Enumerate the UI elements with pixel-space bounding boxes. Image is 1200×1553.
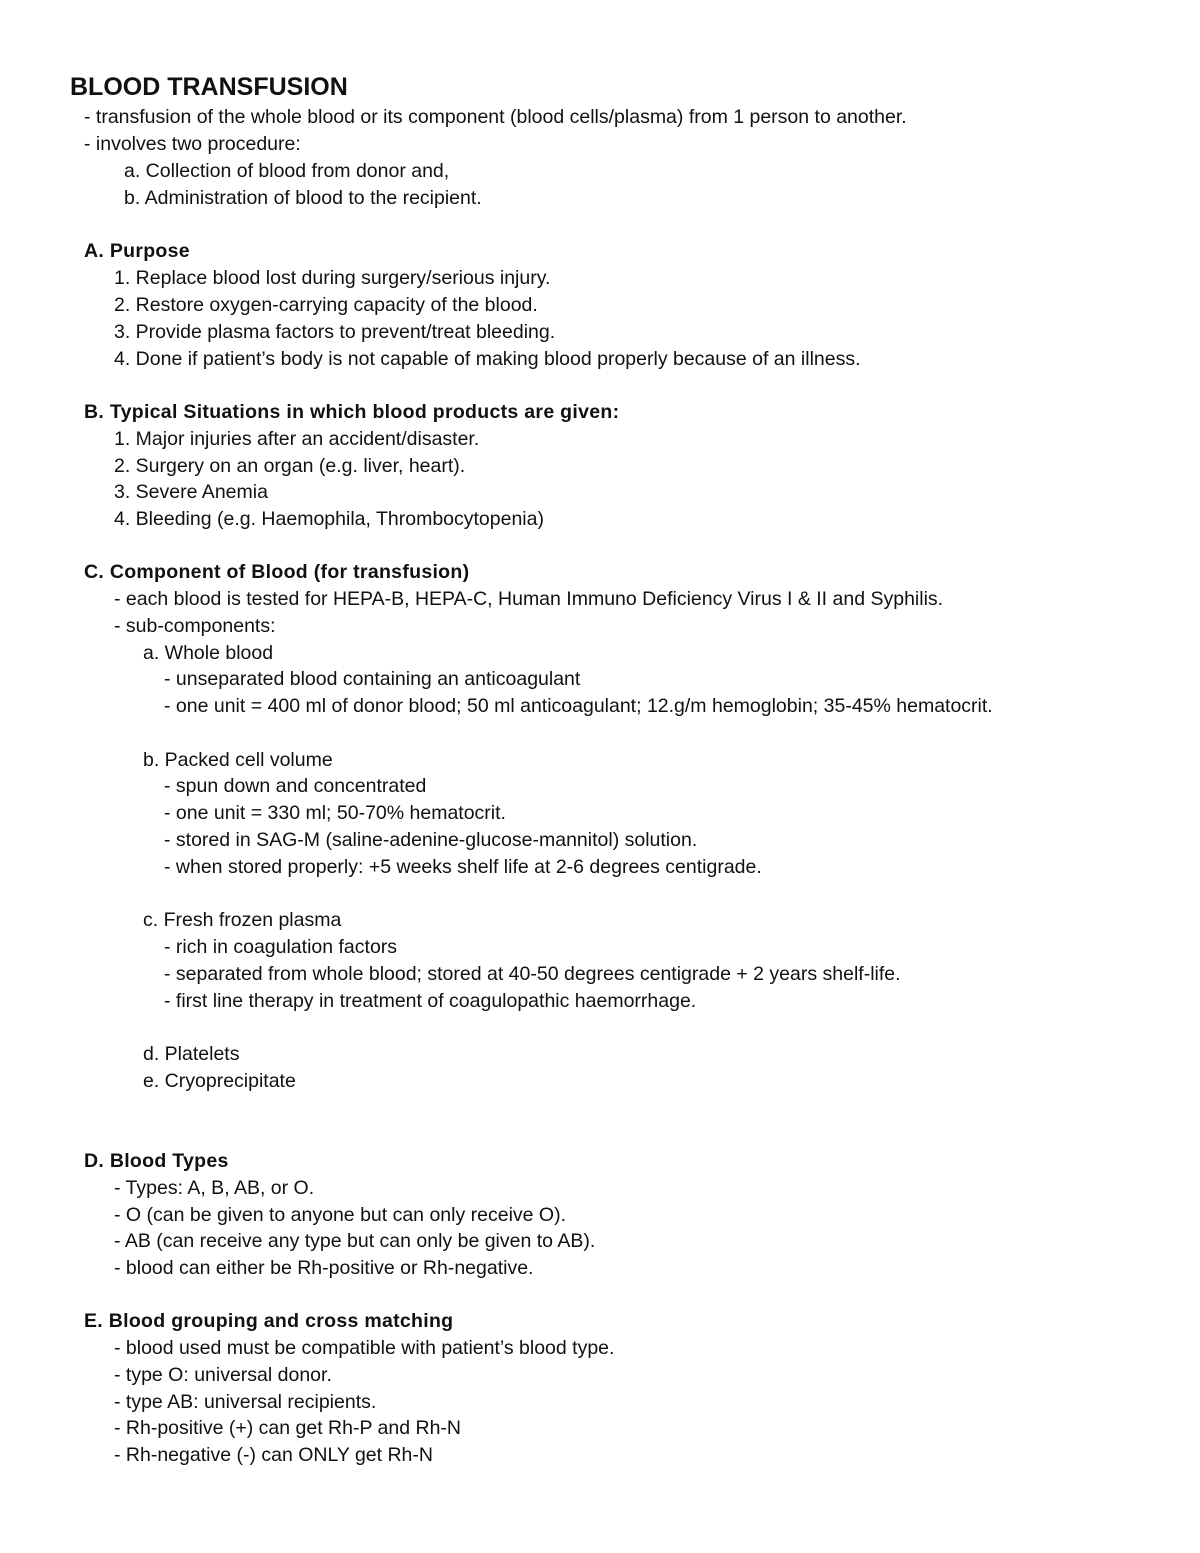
list-item: - when stored properly: +5 weeks shelf life at 2-6 degrees centigrade. [164, 856, 762, 878]
list-item: - Rh-negative (-) can ONLY get Rh-N [114, 1444, 433, 1466]
section-a-heading: A. Purpose [84, 240, 190, 262]
list-item: - one unit = 330 ml; 50-70% hematocrit. [164, 802, 506, 824]
list-item: 4. Bleeding (e.g. Haemophila, Thrombocytopenia) [114, 508, 544, 530]
list-item: - blood used must be compatible with patient’s blood type. [114, 1337, 615, 1359]
list-item: - type O: universal donor. [114, 1364, 332, 1386]
list-item: 1. Major injuries after an accident/disaster. [114, 428, 480, 450]
list-item: - rich in coagulation factors [164, 936, 398, 958]
list-item: 4. Done if patient’s body is not capable of making blood properly because of an illness. [114, 348, 861, 370]
section-d-heading: D. Blood Types [84, 1150, 229, 1172]
intro-procedure-b: b. Administration of blood to the recipient. [124, 187, 482, 209]
list-item: 2. Surgery on an organ (e.g. liver, heart). [114, 455, 466, 477]
cryoprecipitate-label: e. Cryoprecipitate [143, 1070, 296, 1092]
list-item: - one unit = 400 ml of donor blood; 50 ml anticoagulant; 12.g/m hemoglobin; 35-45% hematocrit. [164, 695, 993, 717]
section-b-heading: B. Typical Situations in which blood products are given: [84, 401, 620, 423]
document-title: BLOOD TRANSFUSION [70, 73, 348, 101]
list-item: 3. Severe Anemia [114, 481, 268, 503]
list-item: - spun down and concentrated [164, 775, 427, 797]
list-item: - stored in SAG-M (saline-adenine-glucose-mannitol) solution. [164, 829, 698, 851]
section-c-heading: C. Component of Blood (for transfusion) [84, 561, 470, 583]
list-item: - O (can be given to anyone but can only receive O). [114, 1204, 566, 1226]
whole-blood-label: a. Whole blood [143, 642, 274, 664]
list-item: 3. Provide plasma factors to prevent/treat bleeding. [114, 321, 556, 343]
list-item: 1. Replace blood lost during surgery/serious injury. [114, 267, 551, 289]
list-item: - unseparated blood containing an anticoagulant [164, 668, 581, 690]
list-item: - blood can either be Rh-positive or Rh-negative. [114, 1257, 534, 1279]
list-item: - Rh-positive (+) can get Rh-P and Rh-N [114, 1417, 461, 1439]
list-item: 2. Restore oxygen-carrying capacity of the blood. [114, 294, 538, 316]
list-item: - first line therapy in treatment of coagulopathic haemorrhage. [164, 990, 697, 1012]
intro-procedure-a: a. Collection of blood from donor and, [124, 160, 450, 182]
section-e-heading: E. Blood grouping and cross matching [84, 1310, 454, 1332]
platelets-label: d. Platelets [143, 1043, 240, 1065]
plasma-label: c. Fresh frozen plasma [143, 909, 342, 931]
list-item: - type AB: universal recipients. [114, 1391, 377, 1413]
intro-definition: - transfusion of the whole blood or its component (blood cells/plasma) from 1 person to another. [84, 106, 907, 128]
list-item: - AB (can receive any type but can only be given to AB). [114, 1230, 596, 1252]
list-item: - Types: A, B, AB, or O. [114, 1177, 315, 1199]
subcomponents-label: - sub-components: [114, 615, 276, 637]
packed-cell-label: b. Packed cell volume [143, 749, 333, 771]
intro-procedure: - involves two procedure: [84, 133, 301, 155]
testing-note: - each blood is tested for HEPA-B, HEPA-C, Human Immuno Deficiency Virus I & II and Syphilis. [114, 588, 944, 610]
list-item: - separated from whole blood; stored at 40-50 degrees centigrade + 2 years shelf-life. [164, 963, 901, 985]
